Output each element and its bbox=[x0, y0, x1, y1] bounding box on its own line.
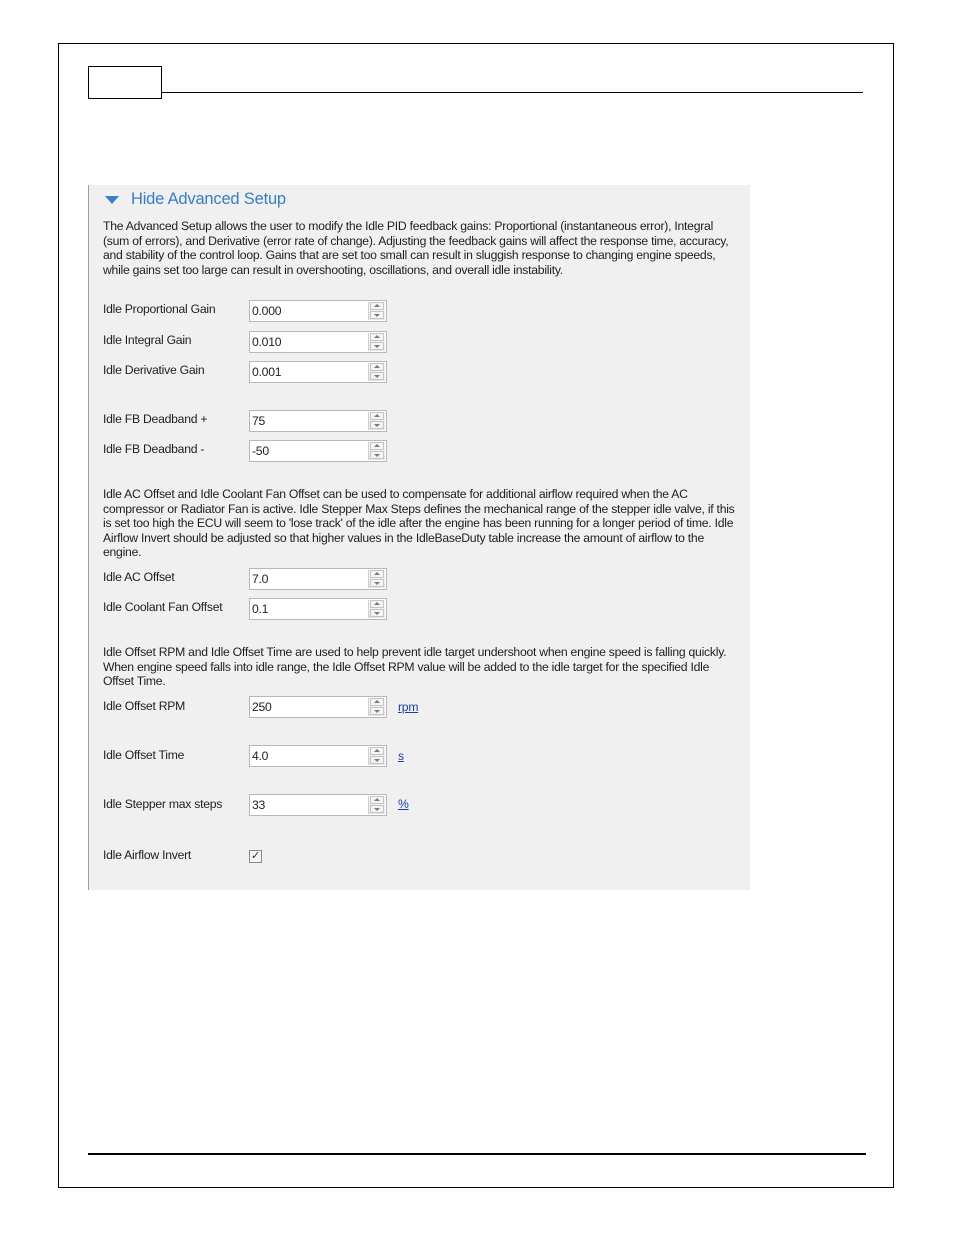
panel-title[interactable]: Hide Advanced Setup bbox=[131, 190, 286, 208]
spin-down-icon[interactable] bbox=[370, 805, 384, 813]
offset-rpm-value[interactable]: 250 bbox=[252, 700, 272, 714]
stepper-max-value[interactable]: 33 bbox=[252, 798, 266, 812]
spin-down-icon[interactable] bbox=[370, 609, 384, 617]
deriv-gain-label: Idle Derivative Gain bbox=[103, 363, 205, 377]
spin-up-icon[interactable] bbox=[370, 570, 384, 578]
spin-down-icon[interactable] bbox=[370, 451, 384, 459]
int-gain-input[interactable] bbox=[249, 331, 387, 353]
prop-gain-spinner[interactable] bbox=[368, 302, 385, 320]
fan-offset-value[interactable]: 0.1 bbox=[252, 602, 269, 616]
advanced-setup-panel bbox=[88, 185, 750, 890]
deadband-minus-value[interactable]: -50 bbox=[252, 444, 269, 458]
stepper-max-input[interactable] bbox=[249, 794, 387, 816]
offset-rpm-input[interactable] bbox=[249, 696, 387, 718]
deriv-gain-value[interactable]: 0.001 bbox=[252, 365, 282, 379]
spin-down-icon[interactable] bbox=[370, 579, 384, 587]
int-gain-spinner[interactable] bbox=[368, 333, 385, 351]
spin-down-icon[interactable] bbox=[370, 372, 384, 380]
airflow-invert-label: Idle Airflow Invert bbox=[103, 848, 192, 862]
hide-advanced-setup-toggle[interactable] bbox=[105, 190, 286, 209]
prop-gain-value[interactable]: 0.000 bbox=[252, 304, 282, 318]
deadband-plus-input[interactable] bbox=[249, 410, 387, 432]
airflow-invert-checkbox[interactable]: ✓ bbox=[249, 850, 262, 863]
fan-offset-input[interactable] bbox=[249, 598, 387, 620]
ac-offset-label: Idle AC Offset bbox=[103, 570, 175, 584]
spin-up-icon[interactable] bbox=[370, 747, 384, 755]
prop-gain-label: Idle Proportional Gain bbox=[103, 302, 216, 316]
percent-unit-link[interactable]: % bbox=[398, 797, 409, 811]
offset-time-spinner[interactable] bbox=[368, 747, 385, 765]
ac-offset-input[interactable] bbox=[249, 568, 387, 590]
deadband-plus-label: Idle FB Deadband + bbox=[103, 412, 208, 426]
intro-paragraph: The Advanced Setup allows the user to modify the Idle PID feedback gains: Proportional (instantaneous error), Integral (sum of errors), and Derivative (error rate of change). Adjusting the feedback gains will affect the response time, accuracy, and stability of the control loop. Gains that are set too small can result in sluggish response to changing engine speeds, while gains set too large can result in overshooting, oscillations, and overall idle instability. bbox=[103, 219, 729, 277]
deadband-plus-spinner[interactable] bbox=[368, 412, 385, 430]
offset-time-input[interactable] bbox=[249, 745, 387, 767]
header-rule bbox=[162, 92, 863, 93]
offset-time-label: Idle Offset Time bbox=[103, 748, 185, 762]
spin-up-icon[interactable] bbox=[370, 600, 384, 608]
collapse-triangle-icon[interactable] bbox=[105, 196, 119, 204]
spin-down-icon[interactable] bbox=[370, 756, 384, 764]
deriv-gain-spinner[interactable] bbox=[368, 363, 385, 381]
int-gain-value[interactable]: 0.010 bbox=[252, 335, 282, 349]
header-box bbox=[88, 66, 162, 99]
spin-down-icon[interactable] bbox=[370, 342, 384, 350]
offset-time-value[interactable]: 4.0 bbox=[252, 749, 269, 763]
deriv-gain-input[interactable] bbox=[249, 361, 387, 383]
rpm-paragraph: Idle Offset RPM and Idle Offset Time are used to help prevent idle target undershoot when engine speed is falling quickly. When engine speed falls into idle range, the Idle Offset RPM value will be added to the idle target for the specified Idle Offset Time. bbox=[103, 645, 727, 689]
deadband-minus-label: Idle FB Deadband - bbox=[103, 442, 205, 456]
spin-up-icon[interactable] bbox=[370, 363, 384, 371]
stepper-max-spinner[interactable] bbox=[368, 796, 385, 814]
fan-offset-spinner[interactable] bbox=[368, 600, 385, 618]
deadband-minus-spinner[interactable] bbox=[368, 442, 385, 460]
offset-rpm-label: Idle Offset RPM bbox=[103, 699, 186, 713]
spin-up-icon[interactable] bbox=[370, 698, 384, 706]
spin-up-icon[interactable] bbox=[370, 302, 384, 310]
spin-up-icon[interactable] bbox=[370, 442, 384, 450]
spin-down-icon[interactable] bbox=[370, 311, 384, 319]
rpm-unit-link[interactable]: rpm bbox=[398, 700, 419, 714]
spin-down-icon[interactable] bbox=[370, 707, 384, 715]
spin-up-icon[interactable] bbox=[370, 412, 384, 420]
deadband-minus-input[interactable] bbox=[249, 440, 387, 462]
offset-paragraph: Idle AC Offset and Idle Coolant Fan Offset can be used to compensate for additional airflow required when the AC compressor or Radiator Fan is active. Idle Stepper Max Steps defines the mechanical range of the stepper idle valve, if this is set too high the ECU will seem to 'lose track' of the idle after the engine has been running for a longer period of time. Idle Airflow Invert should be adjusted so that higher values in the IdleBaseDuty table increase the amount of airflow to the engine. bbox=[103, 487, 735, 560]
spin-down-icon[interactable] bbox=[370, 421, 384, 429]
stepper-max-label: Idle Stepper max steps bbox=[103, 797, 223, 811]
spin-up-icon[interactable] bbox=[370, 796, 384, 804]
prop-gain-input[interactable] bbox=[249, 300, 387, 322]
deadband-plus-value[interactable]: 75 bbox=[252, 414, 266, 428]
int-gain-label: Idle Integral Gain bbox=[103, 333, 192, 347]
fan-offset-label: Idle Coolant Fan Offset bbox=[103, 600, 223, 614]
offset-rpm-spinner[interactable] bbox=[368, 698, 385, 716]
footer-rule bbox=[88, 1153, 866, 1155]
seconds-unit-link[interactable]: s bbox=[398, 749, 404, 763]
ac-offset-value[interactable]: 7.0 bbox=[252, 572, 269, 586]
spin-up-icon[interactable] bbox=[370, 333, 384, 341]
ac-offset-spinner[interactable] bbox=[368, 570, 385, 588]
